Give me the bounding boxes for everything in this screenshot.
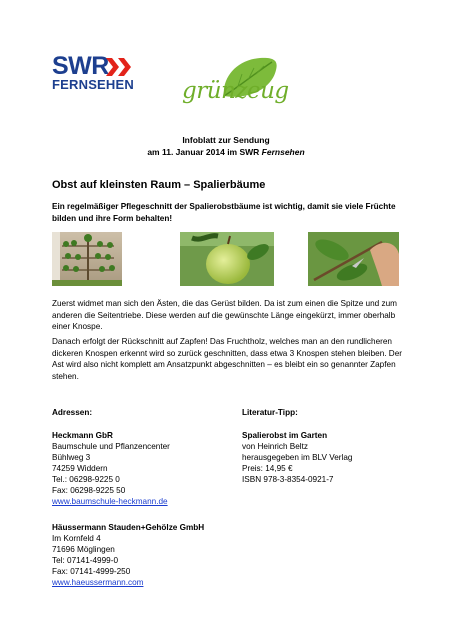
header-line-2-italic: Fernsehen	[261, 147, 305, 157]
swr-fernsehen-logo	[52, 54, 136, 94]
book-author: von Heinrich Beltz	[242, 442, 308, 451]
literature-column	[242, 407, 422, 485]
heckmann-fax: Fax: 06298-9225 50	[52, 486, 126, 495]
header-line-1: Infoblatt zur Sendung	[182, 135, 270, 145]
literature-heading: Literatur-Tipp:	[242, 408, 298, 417]
paragraph-1: Zuerst widmet man sich den Ästen, die das Gerüst bilden. Da ist zum einen die Spitze und zum anderen die Seitentriebe. Diese werden auf die gewünschte Länge eingekürzt, immer oberhalb einer Knospe.	[52, 299, 397, 331]
addresses-heading: Adressen:	[52, 408, 93, 417]
heckmann-name: Heckmann GbR	[52, 431, 113, 440]
heckmann-line-1: Baumschule und Pflanzencenter	[52, 442, 170, 451]
header-line-2	[0, 146, 452, 158]
espalier-tree-photo	[52, 232, 122, 286]
book-price: Preis: 14,95 €	[242, 464, 293, 473]
addresses-column	[52, 407, 242, 507]
gruenzeug-logo-text: grünzeug	[182, 78, 289, 104]
gruenzeug-logo	[178, 58, 288, 114]
heckmann-website-link[interactable]: www.baumschule-heckmann.de	[52, 497, 168, 506]
broadcast-info-header	[0, 134, 452, 158]
haeussermann-fax: Fax: 07141-4999-250	[52, 567, 131, 576]
haeussermann-website-link[interactable]: www.haeussermann.com	[52, 578, 144, 587]
book-title: Spalierobst im Garten	[242, 431, 328, 440]
fernsehen-logo-text: FERNSEHEN	[52, 77, 134, 92]
heckmann-line-3: 74259 Widdern	[52, 464, 108, 473]
heckmann-line-2: Bühlweg 3	[52, 453, 91, 462]
pear-fruit-photo	[180, 232, 274, 286]
book-publisher: herausgegeben im BLV Verlag	[242, 453, 353, 462]
book-isbn: ISBN 978-3-8354-0921-7	[242, 475, 334, 484]
haeussermann-line-2: 71696 Möglingen	[52, 545, 115, 554]
haeussermann-line-1: Im Kornfeld 4	[52, 534, 101, 543]
page-title: Obst auf kleinsten Raum – Spalierbäume	[52, 179, 266, 191]
haeussermann-name: Häussermann Stauden+Gehölze GmbH	[52, 523, 205, 532]
pruning-hand-photo	[308, 232, 399, 286]
paragraph-2: Danach erfolgt der Rückschnitt auf Zapfen! Das Fruchtholz, welches man an den rundlicheren dickeren Knospen erkennt wird so zurück geschnitten, dass etwa 3 Knospen stehen bleiben. Der Ast wird also nicht komplett am Ansatzpunkt abgeschnitten – es bleibt ein so genannter Zapfen stehen.	[52, 337, 402, 381]
header-line-2-prefix: am 11. Januar 2014 im SWR	[147, 147, 262, 157]
haeussermann-address	[52, 522, 272, 588]
intro-text: Ein regelmäßiger Pflegeschnitt der Spalierobstbäume ist wichtig, damit sie viele Früchte bilden und ihre Form behalten!	[52, 202, 396, 223]
heckmann-tel: Tel.: 06298-9225 0	[52, 475, 120, 484]
swr-logo-text: SWR	[52, 52, 109, 80]
haeussermann-tel: Tel: 07141-4999-0	[52, 556, 119, 565]
photo-strip	[52, 232, 399, 286]
swr-chevrons-icon	[106, 56, 138, 78]
